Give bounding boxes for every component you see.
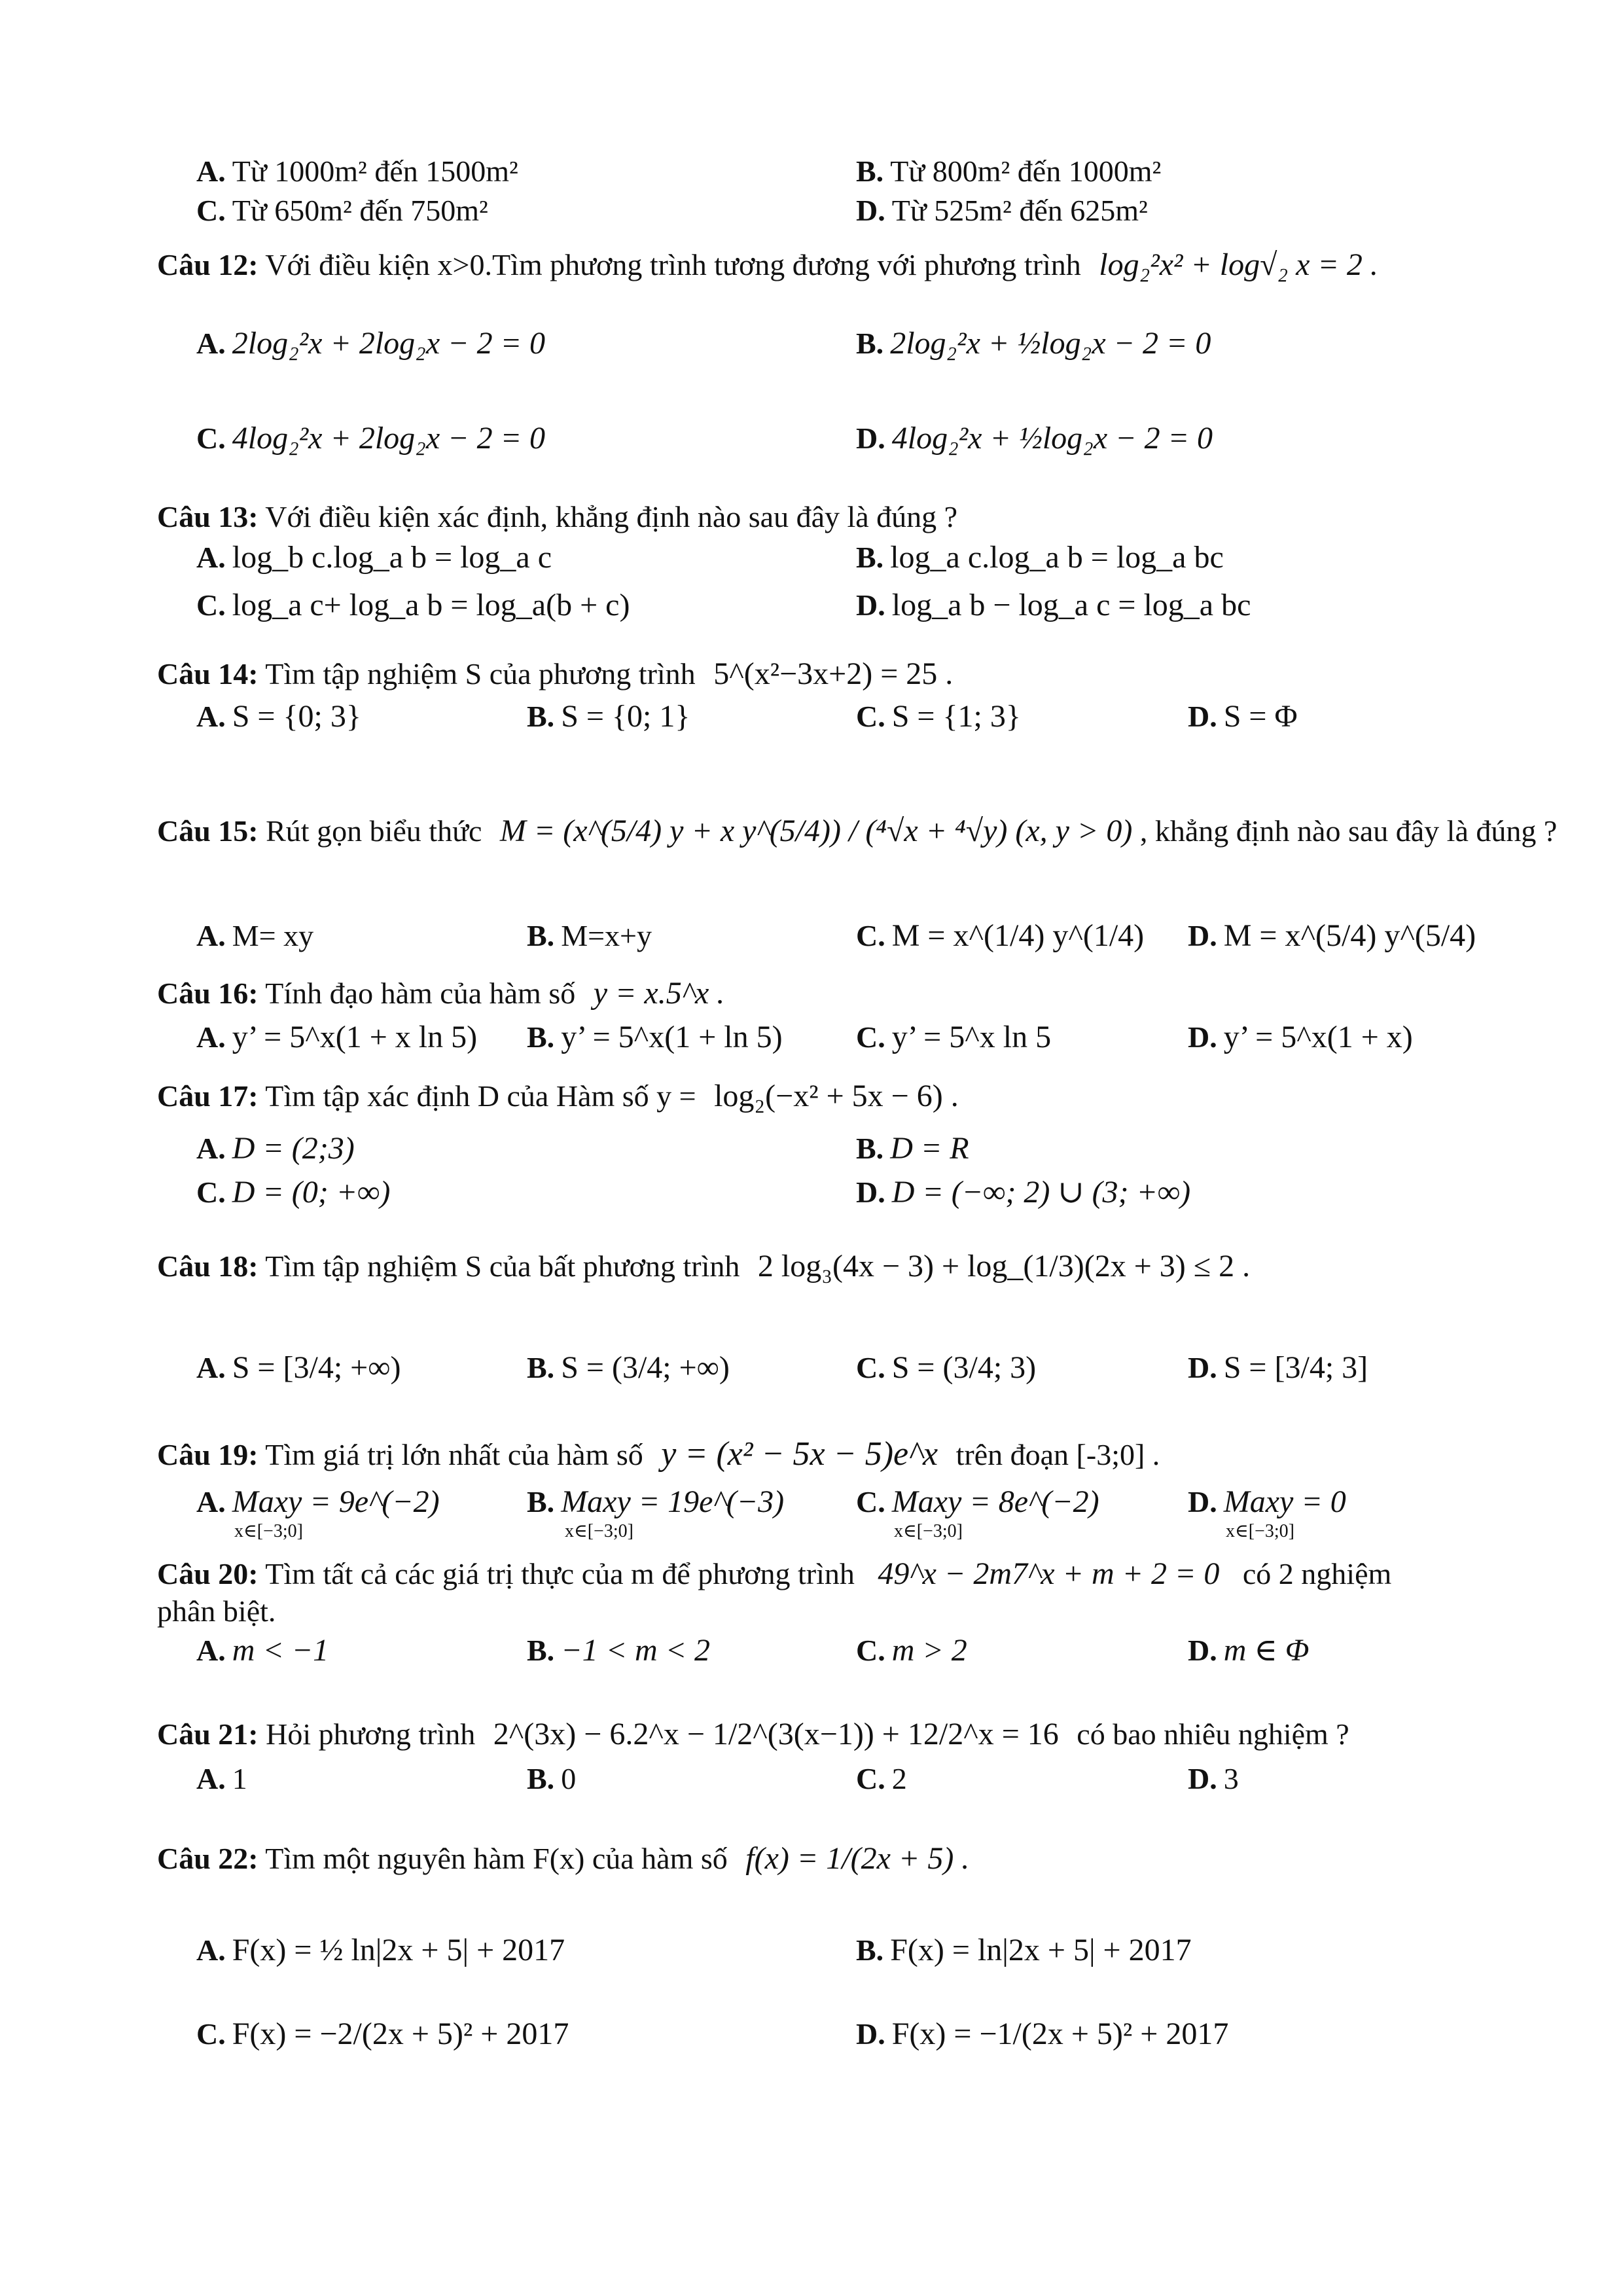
option-letter: D. (856, 194, 885, 227)
option-letter: D. (1188, 700, 1217, 733)
q11-option-d (856, 191, 1148, 230)
q20-option-b (527, 1631, 710, 1670)
option-text: S = (3/4; 3) (891, 1350, 1037, 1385)
option-letter: B. (527, 1485, 555, 1518)
question-text: Tìm tập nghiệm S của phương trình (265, 657, 696, 691)
question-label: Câu 14: (157, 657, 259, 691)
question-equation: log₂(−x² + 5x − 6) . (714, 1079, 959, 1113)
option-letter: C. (196, 1175, 226, 1209)
q13-option-c (196, 586, 630, 625)
q13-option-d (856, 586, 1251, 625)
question-text: Tìm tất cả các giá trị thực của m để phương trình (265, 1557, 855, 1590)
option-text: y’ = 5^x ln 5 (891, 1020, 1052, 1054)
option-text: Maxy = 19e^(−3) (561, 1484, 785, 1519)
option-text: S = {0; 3} (232, 699, 361, 734)
option-letter: D. (1188, 1762, 1217, 1795)
option-text: log_b c.log_a b = log_a c (232, 540, 552, 575)
option-text: Từ 650m² đến 750m² (232, 194, 488, 227)
question-equation: log₂²x² + log√₂ x = 2 . (1099, 247, 1378, 282)
q21-option-b (527, 1759, 576, 1799)
q20-stem (157, 1554, 1466, 1594)
question-label: Câu 19: (157, 1438, 259, 1471)
option-text: 3 (1223, 1762, 1239, 1795)
option-letter: D. (1188, 1485, 1217, 1518)
option-text: log_a b − log_a c = log_a bc (891, 588, 1251, 622)
option-letter: D. (856, 422, 885, 455)
q19-option-d (1188, 1482, 1346, 1541)
option-text: S = Φ (1223, 699, 1298, 734)
option-letter: B. (856, 541, 884, 574)
option-text: Từ 1000m² đến 1500m² (232, 154, 518, 188)
question-tail: trên đoạn [-3;0] . (955, 1438, 1160, 1471)
option-letter: C. (196, 422, 226, 455)
q18-option-c (856, 1348, 1036, 1388)
q12-option-a (196, 324, 545, 363)
option-subscript: x∈[−3;0] (1226, 1521, 1294, 1541)
question-equation: 2^(3x) − 6.2^x − 1/2^(3(x−1)) + 12/2^x = 16 (493, 1717, 1059, 1751)
option-letter: A. (196, 1020, 226, 1054)
option-letter: A. (196, 1762, 226, 1795)
option-letter: B. (856, 1933, 884, 1967)
q11-option-a (196, 152, 518, 191)
q17-option-c (196, 1173, 390, 1212)
question-tail: có 2 nghiệm (1242, 1557, 1392, 1590)
option-text: 2 (891, 1762, 907, 1795)
option-letter: C. (196, 2017, 226, 2051)
option-text: M = x^(1/4) y^(1/4) (891, 918, 1145, 953)
q21-option-a (196, 1759, 247, 1799)
option-subscript: x∈[−3;0] (565, 1521, 633, 1541)
option-text: 4log₂²x + 2log₂x − 2 = 0 (232, 421, 545, 456)
option-text: 0 (561, 1762, 577, 1795)
option-text: S = (3/4; +∞) (561, 1350, 730, 1385)
option-text: F(x) = −1/(2x + 5)² + 2017 (891, 2017, 1229, 2051)
q18-option-b (527, 1348, 730, 1388)
question-equation: 5^(x²−3x+2) = 25 . (713, 656, 954, 691)
option-letter: B. (527, 700, 555, 733)
question-equation: 2 log₃(4x − 3) + log_(1/3)(2x + 3) ≤ 2 . (757, 1249, 1251, 1283)
q18-option-a (196, 1348, 401, 1388)
q18-stem (157, 1247, 1466, 1286)
option-text: y’ = 5^x(1 + x) (1223, 1020, 1413, 1054)
option-letter: D. (856, 2017, 885, 2051)
q16-option-d (1188, 1018, 1413, 1057)
option-text: F(x) = ln|2x + 5| + 2017 (890, 1933, 1192, 1967)
option-letter: D. (856, 588, 885, 622)
q12-option-b (856, 324, 1211, 363)
question-label: Câu 12: (157, 248, 259, 281)
q22-stem (157, 1839, 1466, 1878)
option-text: m > 2 (891, 1633, 967, 1668)
option-text: 2log₂²x + 2log₂x − 2 = 0 (232, 326, 545, 361)
option-letter: A. (196, 1485, 226, 1518)
question-equation: y = x.5^x . (593, 976, 725, 1011)
option-letter: A. (196, 541, 226, 574)
option-letter: C. (856, 919, 885, 952)
question-text: Rút gọn biểu thức (266, 814, 482, 848)
option-letter: D. (1188, 919, 1217, 952)
option-text: 4log₂²x + ½log₂x − 2 = 0 (891, 421, 1213, 456)
option-letter: A. (196, 1933, 226, 1967)
question-tail: có bao nhiêu nghiệm ? (1077, 1717, 1349, 1751)
q20-option-d (1188, 1631, 1309, 1670)
q18-option-d (1188, 1348, 1368, 1388)
q22-option-c (196, 2015, 569, 2054)
q17-stem (157, 1077, 1466, 1116)
q14-stem (157, 655, 1466, 694)
option-text: log_a c.log_a b = log_a bc (890, 540, 1224, 575)
question-text: Với điều kiện xác định, khẳng định nào sau đây là đúng ? (265, 500, 958, 533)
option-text: Maxy = 8e^(−2) (891, 1484, 1099, 1519)
option-text: D = R (890, 1131, 969, 1166)
question-tail: , khẳng định nào sau đây là đúng ? (1139, 814, 1558, 848)
option-letter: C. (196, 194, 226, 227)
question-text: Với điều kiện x>0.Tìm phương trình tương đương với phương trình (265, 248, 1081, 281)
q16-option-c (856, 1018, 1051, 1057)
option-letter: C. (856, 1351, 885, 1384)
option-letter: D. (1188, 1020, 1217, 1054)
q22-option-b (856, 1931, 1192, 1970)
q19-option-a (196, 1482, 440, 1541)
option-text: S = [3/4; 3] (1223, 1350, 1368, 1385)
option-letter: C. (196, 588, 226, 622)
option-text: D = (−∞; 2) ∪ (3; +∞) (891, 1175, 1191, 1210)
question-tail: phân biệt. (157, 1594, 276, 1628)
option-letter: B. (527, 919, 555, 952)
q15-stem (157, 812, 1558, 851)
option-text: D = (2;3) (232, 1131, 355, 1166)
question-text: Tìm tập xác định D của Hàm số y = (265, 1079, 696, 1113)
question-label: Câu 17: (157, 1079, 259, 1113)
option-text: Maxy = 9e^(−2) (232, 1484, 440, 1519)
question-label: Câu 15: (157, 814, 259, 848)
option-text: m < −1 (232, 1633, 329, 1668)
option-letter: B. (527, 1351, 555, 1384)
option-text: M = x^(5/4) y^(5/4) (1223, 918, 1476, 953)
option-letter: A. (196, 700, 226, 733)
q17-option-d (856, 1173, 1190, 1212)
question-text: Tìm tập nghiệm S của bất phương trình (265, 1249, 740, 1283)
option-text: y’ = 5^x(1 + ln 5) (561, 1020, 783, 1054)
q12-option-c (196, 419, 545, 458)
option-letter: C. (856, 700, 885, 733)
option-letter: A. (196, 154, 226, 188)
option-text: Từ 525m² đến 625m² (891, 194, 1148, 227)
q20-option-a (196, 1631, 329, 1670)
q21-option-d (1188, 1759, 1239, 1799)
option-letter: C. (856, 1762, 885, 1795)
option-letter: A. (196, 1132, 226, 1165)
option-text: S = [3/4; +∞) (232, 1350, 401, 1385)
option-letter: A. (196, 1634, 226, 1667)
q12-stem (157, 245, 1466, 285)
q13-stem (157, 497, 1466, 537)
question-text: Tìm giá trị lớn nhất của hàm số (265, 1438, 643, 1471)
option-text: M=x+y (561, 919, 652, 952)
question-label: Câu 13: (157, 500, 259, 533)
q19-option-c (856, 1482, 1099, 1541)
question-label: Câu 21: (157, 1717, 259, 1751)
option-text: −1 < m < 2 (561, 1633, 711, 1668)
q21-stem (157, 1715, 1466, 1754)
q13-option-a (196, 538, 552, 577)
q11-option-b (856, 152, 1161, 191)
q12-option-d (856, 419, 1213, 458)
q22-option-a (196, 1931, 565, 1970)
option-letter: B. (527, 1634, 555, 1667)
q19-stem (157, 1435, 1466, 1475)
option-text: 1 (232, 1762, 247, 1795)
q17-option-a (196, 1129, 355, 1168)
q21-option-c (856, 1759, 907, 1799)
question-text: Hỏi phương trình (266, 1717, 476, 1751)
option-text: m ∈ Φ (1223, 1633, 1310, 1668)
option-letter: A. (196, 1351, 226, 1384)
q17-option-b (856, 1129, 969, 1168)
q15-option-a (196, 916, 313, 956)
option-text: Từ 800m² đến 1000m² (890, 154, 1162, 188)
option-subscript: x∈[−3;0] (894, 1521, 963, 1541)
option-text: y’ = 5^x(1 + x ln 5) (232, 1020, 478, 1054)
option-letter: B. (856, 1132, 884, 1165)
option-letter: B. (856, 327, 884, 360)
option-text: F(x) = −2/(2x + 5)² + 2017 (232, 2017, 569, 2051)
option-letter: B. (856, 154, 884, 188)
q15-option-b (527, 916, 652, 956)
option-letter: C. (856, 1485, 885, 1518)
q16-option-a (196, 1018, 477, 1057)
question-text: Tính đạo hàm của hàm số (265, 977, 576, 1010)
option-text: Maxy = 0 (1223, 1484, 1346, 1519)
q14-option-a (196, 697, 361, 736)
option-text: D = (0; +∞) (232, 1175, 391, 1210)
option-letter: A. (196, 327, 226, 360)
option-letter: D. (1188, 1634, 1217, 1667)
option-letter: B. (527, 1762, 555, 1795)
option-text: M= xy (232, 919, 314, 952)
q20-option-c (856, 1631, 967, 1670)
question-label: Câu 20: (157, 1557, 259, 1590)
q14-option-c (856, 697, 1021, 736)
q14-option-d (1188, 697, 1298, 736)
question-equation: y = (x² − 5x − 5)e^x (661, 1435, 938, 1473)
q19-option-b (527, 1482, 784, 1541)
q20-stem-continuation (157, 1592, 1466, 1631)
question-equation: f(x) = 1/(2x + 5) . (745, 1841, 970, 1876)
option-letter: C. (856, 1020, 885, 1054)
q22-option-d (856, 2015, 1228, 2054)
question-equation: M = (x^(5/4) y + x y^(5/4)) / (⁴√x + ⁴√y) (x, y > 0) (499, 814, 1133, 848)
option-letter: B. (527, 1020, 555, 1054)
question-label: Câu 22: (157, 1842, 259, 1875)
q14-option-b (527, 697, 690, 736)
q16-option-b (527, 1018, 783, 1057)
q15-option-d (1188, 916, 1476, 956)
option-letter: C. (856, 1634, 885, 1667)
option-text: S = {0; 1} (561, 699, 690, 734)
q15-option-c (856, 916, 1144, 956)
q13-option-b (856, 538, 1224, 577)
question-text: Tìm một nguyên hàm F(x) của hàm số (265, 1842, 728, 1875)
q11-option-c (196, 191, 488, 230)
option-text: 2log₂²x + ½log₂x − 2 = 0 (890, 326, 1211, 361)
question-label: Câu 16: (157, 977, 259, 1010)
option-letter: D. (1188, 1351, 1217, 1384)
option-subscript: x∈[−3;0] (234, 1521, 303, 1541)
option-letter: A. (196, 919, 226, 952)
question-equation: 49^x − 2m7^x + m + 2 = 0 (878, 1556, 1220, 1591)
q16-stem (157, 974, 1466, 1013)
option-text: log_a c+ log_a b = log_a(b + c) (232, 588, 630, 622)
question-label: Câu 18: (157, 1249, 259, 1283)
option-text: F(x) = ½ ln|2x + 5| + 2017 (232, 1933, 565, 1967)
option-text: S = {1; 3} (891, 699, 1021, 734)
option-letter: D. (856, 1175, 885, 1209)
